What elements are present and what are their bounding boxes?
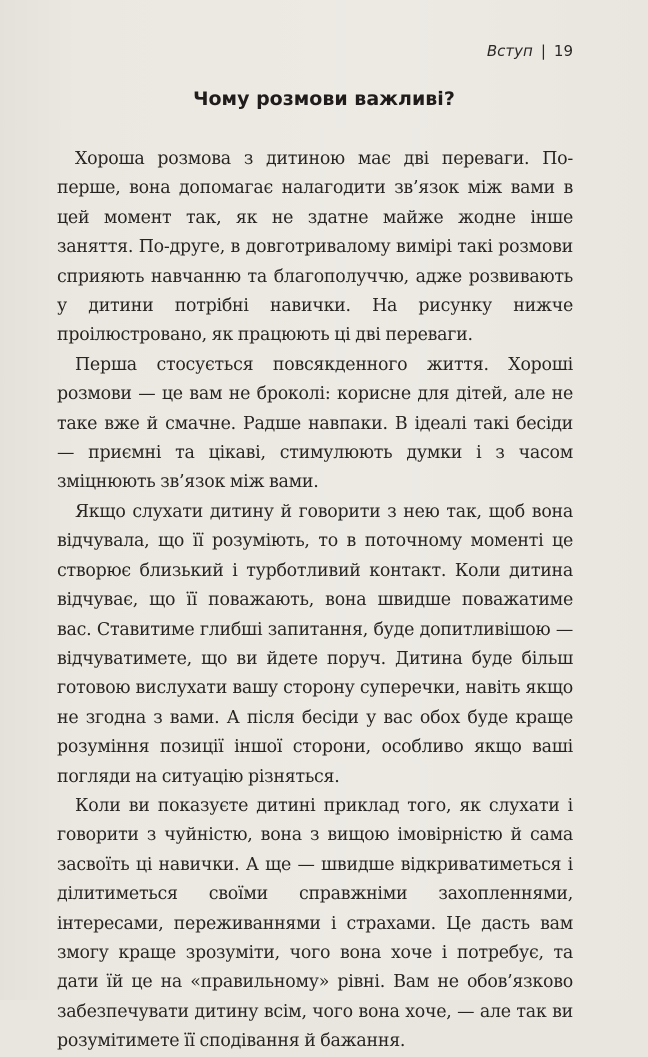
paragraph: Якщо слухати дитину й говорити з нею так, щоб вона відчувала, що її розуміють, то в поточному моменті це створює близький і турботливий контакт. Коли дитина відчуває, що її поважають, вона швидше поважатиме вас. Ставитиме глибші запитання, буде допитливішою — відчуватимете, що ви йдете поруч. Дитина буде більш готовою вислухати вашу сторону суперечки, навіть якщо не згодна з вами. А після бесіди у вас обох буде краще розуміння позиції іншої сторони, особливо якщо ваші погляди на ситуацію різняться.	[57, 501, 573, 787]
paragraph: Хороша розмова з дитиною має дві переваги. По-перше, вона допомагає налагодити зв’язок між вами в цей момент так, як не здатне майже жодне інше заняття. По-друге, в довготривалому вимірі такі розмови сприяють навчанню та благополуччю, адже розвивають у дитини потрібні навички. На рисунку нижче проілюстровано, як працюють ці дві переваги.	[57, 149, 573, 346]
section-heading: Чому розмови важливі?	[193, 88, 455, 110]
header-separator: |	[540, 42, 546, 60]
body-text	[57, 145, 573, 1057]
paragraph: Перша стосується повсякденного життя. Хороші розмови — це вам не броколі: корисне для дітей, але не таке вже й смачне. Радше навпаки. В ідеалі такі бесіди — приємні та цікаві, стимулюють думки і з часом зміцнюють зв’язок між вами.	[57, 354, 573, 493]
page-number: 19	[553, 42, 573, 60]
running-header	[487, 42, 573, 60]
paragraph: Коли ви показуєте дитині приклад того, як слухати і говорити з чуйністю, вона з вищою імовірністю й сама засвоїть ці навички. А ще — швидше відкриватиметься і ділитиметься своїми справжніми захопленнями, інтересами, переживаннями і страхами. Це дасть вам змогу краще зрозуміти, чого вона хоче і потребує, та дати їй це на «правильному» рівні. Вам не обов’язково забезпечувати дитину всім, чого вона хоче, — але так ви розумітимете її сподівання й бажання.	[57, 795, 573, 1052]
section-title: Вступ	[486, 42, 533, 60]
